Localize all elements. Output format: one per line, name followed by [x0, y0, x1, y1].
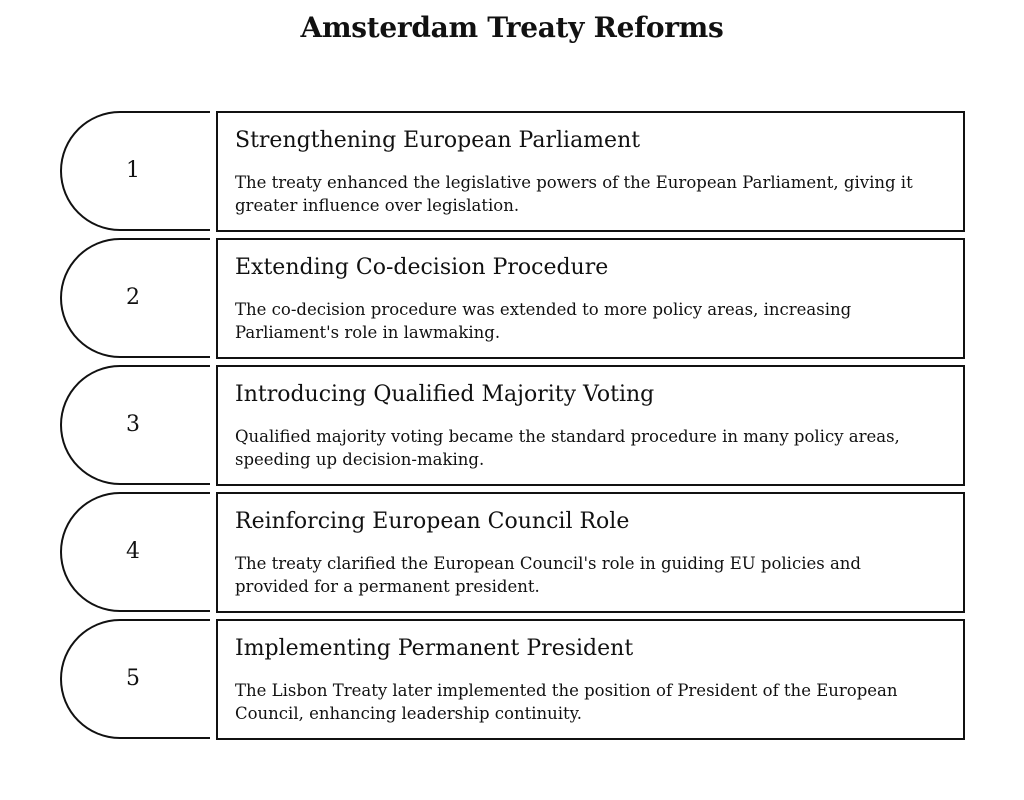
step-heading: Extending Co-decision Procedure — [235, 255, 609, 280]
step-number: 3 — [126, 412, 140, 437]
step-description: The treaty enhanced the legislative powers of the European Parliament, giving it greater influence over legislation. — [235, 173, 913, 215]
step-number: 4 — [126, 539, 140, 564]
step-heading: Strengthening European Parliament — [235, 128, 641, 153]
step-card — [216, 365, 965, 486]
step-card — [216, 111, 965, 232]
step-number: 1 — [126, 158, 140, 183]
step-description: The co-decision procedure was extended to more policy areas, increasing Parliament's role in lawmaking. — [235, 300, 852, 342]
step-description: The treaty clarified the European Council's role in guiding EU policies and provided for a permanent president. — [235, 554, 861, 596]
step-number: 2 — [126, 285, 140, 310]
step-heading: Reinforcing European Council Role — [235, 509, 630, 534]
diagram-title: Amsterdam Treaty Reforms — [300, 11, 724, 44]
step-1 — [0, 111, 1024, 233]
step-card — [216, 238, 965, 359]
step-3 — [0, 365, 1024, 487]
step-number: 5 — [126, 666, 140, 691]
step-card — [216, 619, 965, 740]
step-2 — [0, 238, 1024, 360]
step-description: The Lisbon Treaty later implemented the position of President of the European Council, enhancing leadership continuity. — [235, 681, 898, 723]
step-card — [216, 492, 965, 613]
step-description: Qualified majority voting became the standard procedure in many policy areas, speeding up decision-making. — [235, 427, 900, 469]
step-heading: Implementing Permanent President — [235, 636, 634, 661]
step-heading: Introducing Qualified Majority Voting — [235, 382, 655, 407]
step-4 — [0, 492, 1024, 614]
step-5 — [0, 619, 1024, 741]
